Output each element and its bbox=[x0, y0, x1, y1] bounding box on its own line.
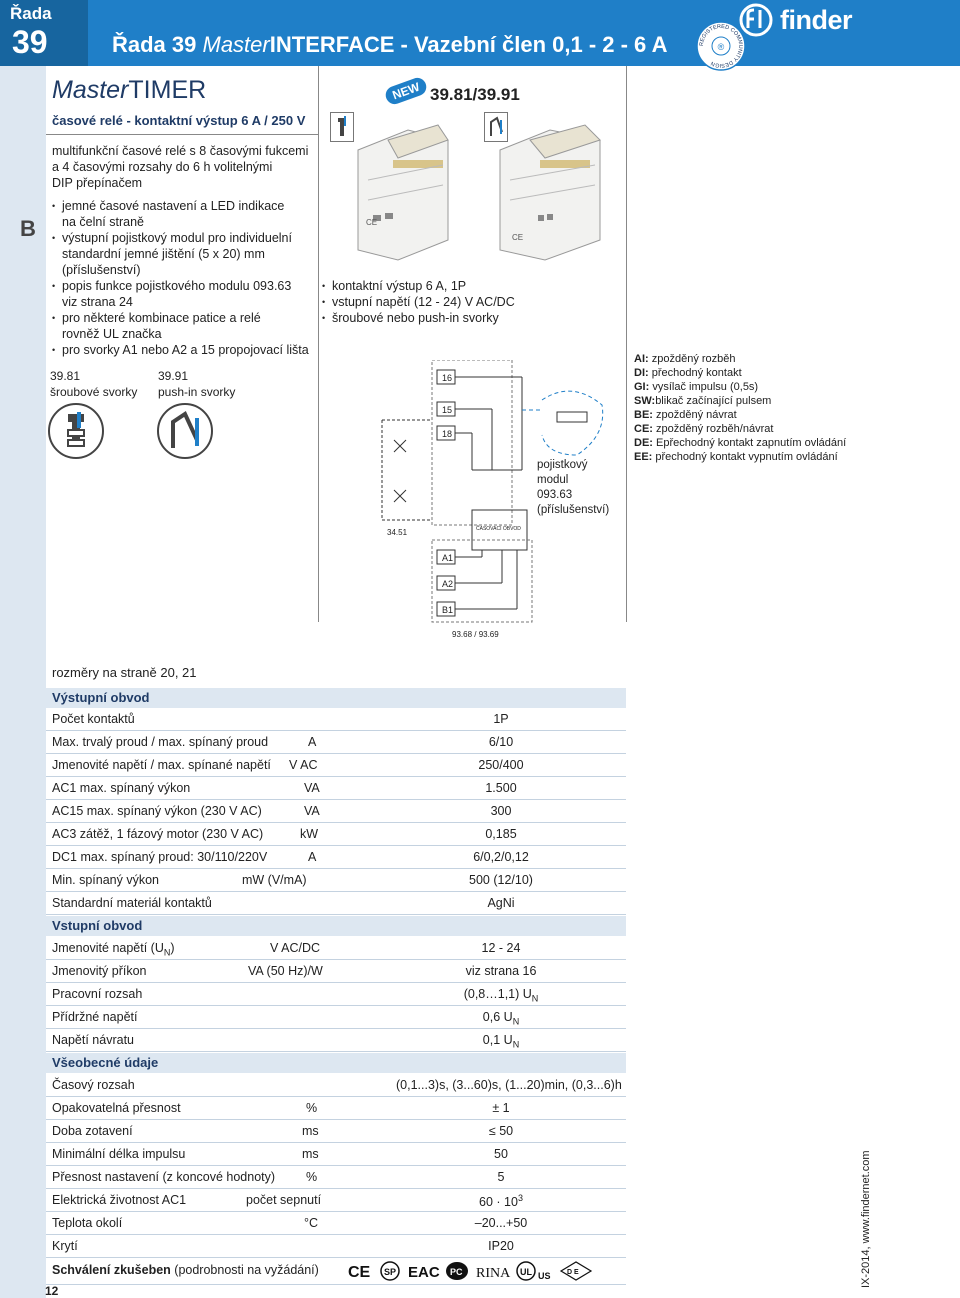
svg-text:CE: CE bbox=[366, 218, 378, 227]
legend-item bbox=[634, 352, 846, 366]
terminal-label-15: 15 bbox=[442, 405, 453, 415]
new-badge: NEW bbox=[383, 75, 429, 106]
feature-line: • pro svorky A1 nebo A2 a 15 propojovací lišta bbox=[62, 343, 309, 357]
page-number: 12 bbox=[45, 1284, 59, 1298]
description-line: a 4 časovými rozsahy do 6 h volitelnými bbox=[52, 160, 273, 174]
spec-unit: °C bbox=[304, 1216, 319, 1230]
spec-value: 250/400 bbox=[478, 758, 524, 772]
spec-row bbox=[46, 892, 626, 915]
left-strip bbox=[0, 66, 46, 1298]
spec-unit: % bbox=[306, 1170, 318, 1184]
spec-label: Jmenovité napětí / max. spínané napětí bbox=[52, 758, 271, 772]
feature-line: viz strana 24 bbox=[62, 295, 133, 309]
spec-label: Doba zotavení bbox=[52, 1124, 133, 1138]
spec-value: 6/10 bbox=[488, 735, 514, 749]
spec-row bbox=[46, 960, 626, 983]
input-circuit-header bbox=[46, 916, 626, 936]
terminal-label-a2: A2 bbox=[442, 579, 454, 589]
spec-unit: ms bbox=[302, 1124, 319, 1138]
spec-value: viz strana 16 bbox=[465, 964, 537, 978]
feature-line: (příslušenství) bbox=[62, 263, 141, 277]
spec-value: 300 bbox=[490, 804, 512, 818]
spec-value-text: (0,8…1,1) U bbox=[463, 987, 532, 1001]
legend-item bbox=[634, 450, 846, 464]
spec-label: Standardní materiál kontaktů bbox=[52, 896, 212, 910]
series-subtitle: časové relé - kontaktní výstup 6 A / 250 V bbox=[52, 113, 306, 128]
section-header-text: Všeobecné údaje bbox=[52, 1055, 159, 1070]
spec-row bbox=[46, 731, 626, 754]
model-code: 39.81/39.91 bbox=[430, 85, 520, 104]
spec-unit: V AC bbox=[289, 758, 318, 772]
legend-text: Epřechodný kontakt zapnutím ovládání bbox=[656, 437, 847, 449]
series-title-italic: Master bbox=[52, 76, 129, 104]
legend-code: DI: bbox=[634, 367, 649, 379]
feature-line: • pro některé kombinace patice a relé bbox=[62, 311, 261, 325]
variant-label: push-in svorky bbox=[158, 385, 236, 399]
output-circuit-header bbox=[46, 688, 626, 708]
legend-text: zpožděný rozběh bbox=[651, 353, 736, 365]
function-legend bbox=[634, 352, 846, 464]
ce-mark-icon: CE bbox=[348, 1264, 371, 1281]
svg-text:SP: SP bbox=[384, 1267, 397, 1277]
spec-value: 6/0,2/0,12 bbox=[473, 850, 529, 864]
section-number: 39 bbox=[12, 24, 48, 60]
model-feature: • kontaktní výstup 6 A, 1P bbox=[322, 278, 515, 294]
ul-us-text: US bbox=[538, 1271, 551, 1281]
legend-code: BE: bbox=[634, 409, 653, 421]
spec-value: 0,185 bbox=[485, 827, 517, 841]
title-prefix: Řada 39 bbox=[112, 32, 203, 57]
feature-item bbox=[52, 342, 309, 358]
spec-row bbox=[46, 823, 626, 846]
column-divider bbox=[318, 66, 319, 622]
divider bbox=[46, 134, 318, 135]
feature-item bbox=[52, 310, 309, 342]
spec-label: Teplota okolí bbox=[52, 1216, 123, 1230]
legend-item bbox=[634, 380, 846, 394]
legend-text: blikač začínající pulsem bbox=[655, 395, 772, 407]
section-letter: B bbox=[20, 216, 36, 241]
spec-value: 5 bbox=[497, 1170, 505, 1184]
legend-code: DE: bbox=[634, 437, 653, 449]
spec-value: 1.500 bbox=[485, 781, 517, 795]
approvals-label bbox=[52, 1263, 319, 1277]
product-image-pushin bbox=[490, 120, 620, 270]
spec-label: Napětí návratu bbox=[52, 1033, 134, 1047]
legend-code: EE: bbox=[634, 451, 653, 463]
legend-code: AI: bbox=[634, 353, 649, 365]
product-image-screw bbox=[348, 120, 468, 270]
section-header-text: Výstupní obvod bbox=[52, 690, 150, 705]
spec-label: Krytí bbox=[52, 1239, 78, 1253]
dimensions-note: rozměry na straně 20, 21 bbox=[52, 665, 197, 680]
spec-label: Minimální délka impulsu bbox=[52, 1147, 186, 1161]
feature-item bbox=[52, 198, 309, 230]
variant-code: 39.91 bbox=[158, 369, 189, 383]
spec-row bbox=[46, 1143, 626, 1166]
legend-item bbox=[634, 408, 846, 422]
spec-row bbox=[46, 1189, 626, 1212]
spec-label: Počet kontaktů bbox=[52, 712, 135, 726]
feature-list bbox=[52, 198, 309, 358]
terminal-label-b1: B1 bbox=[442, 605, 454, 615]
terminal-label-18: 18 bbox=[442, 429, 453, 439]
terminal-label-16: 16 bbox=[442, 373, 453, 383]
spec-value-sub: N bbox=[512, 1039, 520, 1050]
eac-mark-icon: EAC bbox=[408, 1264, 440, 1281]
spec-value: AgNi bbox=[487, 896, 515, 910]
feature-line: standardní jemné jištění (5 x 20) mm bbox=[62, 247, 265, 261]
spec-value-sub: N bbox=[531, 993, 539, 1004]
spec-label: Pracovní rozsah bbox=[52, 987, 143, 1001]
spec-unit: % bbox=[306, 1101, 318, 1115]
spec-label: Přídržné napětí bbox=[52, 1010, 138, 1024]
spec-label: Přesnost nastavení (z koncové hodnoty) bbox=[52, 1170, 276, 1184]
spec-value-text: 0,6 U bbox=[482, 1010, 513, 1024]
legend-text: přechodný kontakt vypnutím ovládání bbox=[655, 451, 838, 463]
legend-text: vysílač impulsu (0,5s) bbox=[652, 381, 759, 393]
fuse-label-line: pojistkový bbox=[537, 459, 588, 471]
spec-row bbox=[46, 754, 626, 777]
spec-value-sup: 3 bbox=[517, 1193, 523, 1203]
approvals-row bbox=[46, 1258, 626, 1285]
spec-unit: VA bbox=[304, 781, 320, 795]
spec-unit: ms bbox=[302, 1147, 319, 1161]
vde-text: D E bbox=[567, 1269, 579, 1276]
spec-row bbox=[46, 1235, 626, 1258]
feature-line: • popis funkce pojistkového modulu 093.63 bbox=[62, 279, 292, 293]
legend-text: zpožděný návrat bbox=[656, 409, 737, 421]
pushin-terminal-icon bbox=[155, 400, 215, 462]
variant-code: 39.81 bbox=[50, 369, 81, 383]
spec-row bbox=[46, 708, 626, 731]
feature-item bbox=[52, 230, 309, 278]
description bbox=[52, 143, 308, 191]
spec-row bbox=[46, 1006, 626, 1029]
legend-item bbox=[634, 422, 846, 436]
spec-label: Časový rozsah bbox=[52, 1078, 135, 1092]
base-label: 93.68 / 93.69 bbox=[452, 630, 499, 639]
spec-value-text: 0,1 U bbox=[482, 1033, 513, 1047]
legend-text: přechodný kontakt bbox=[651, 367, 742, 379]
footer-url: IX-2014, www.findernet.com bbox=[860, 1150, 872, 1288]
spec-row bbox=[46, 1074, 626, 1097]
spec-value bbox=[396, 987, 606, 1004]
model-feature-list bbox=[322, 278, 515, 326]
spec-value bbox=[396, 1033, 606, 1050]
seal-text: REGISTERED COMMUNITY DESIGN bbox=[698, 23, 744, 69]
feature-line: na čelní straně bbox=[62, 215, 144, 229]
legend-text: zpožděný rozběh/návrat bbox=[656, 423, 774, 435]
spec-unit: A bbox=[308, 850, 317, 864]
spec-value: 50 bbox=[494, 1147, 508, 1161]
section-header-text: Vstupní obvod bbox=[52, 918, 143, 933]
model-feature: • šroubové nebo push-in svorky bbox=[322, 310, 515, 326]
spec-unit: mW (V/mA) bbox=[242, 873, 307, 887]
page-title bbox=[112, 32, 667, 58]
approval-marks bbox=[346, 1260, 611, 1282]
spec-row bbox=[46, 983, 626, 1006]
legend-item bbox=[634, 366, 846, 380]
spec-label: DC1 max. spínaný proud: 30/110/220V bbox=[52, 850, 268, 864]
column-divider bbox=[626, 66, 627, 622]
legend-item bbox=[634, 394, 846, 408]
spec-label: Elektrická životnost AC1 bbox=[52, 1193, 187, 1207]
spec-unit: počet sepnutí bbox=[246, 1193, 322, 1207]
legend-code: SW: bbox=[634, 395, 656, 407]
spec-unit: V AC/DC bbox=[270, 941, 321, 955]
spec-table bbox=[46, 688, 626, 1288]
approvals-rest: (podrobnosti na vyžádání) bbox=[170, 1263, 319, 1277]
screw-terminal-icon bbox=[48, 400, 104, 462]
description-line: DIP přepínačem bbox=[52, 176, 143, 190]
variant-pushin bbox=[158, 368, 235, 400]
general-header bbox=[46, 1053, 626, 1073]
series-title-rest: TIMER bbox=[128, 76, 207, 104]
spec-label: Max. trvalý proud / max. spínaný proud bbox=[52, 735, 269, 749]
spec-value: –20...+50 bbox=[474, 1216, 528, 1230]
legend-code: CE: bbox=[634, 423, 653, 435]
feature-line: rovněž UL značka bbox=[62, 327, 162, 341]
title-italic: Master bbox=[202, 32, 270, 57]
spec-unit: VA (50 Hz)/W bbox=[248, 964, 323, 978]
logo-text: finder bbox=[780, 5, 853, 35]
series-title bbox=[52, 76, 206, 105]
spec-row bbox=[46, 1212, 626, 1235]
spec-row bbox=[46, 869, 626, 892]
spec-label: Min. spínaný výkon bbox=[52, 873, 159, 887]
spec-label: Opakovatelná přesnost bbox=[52, 1101, 181, 1115]
legend-code: GI: bbox=[634, 381, 650, 393]
svg-text:CE: CE bbox=[512, 233, 524, 242]
spec-value: 12 - 24 bbox=[481, 941, 521, 955]
spec-label bbox=[52, 941, 175, 958]
fuse-label-line: modul bbox=[537, 474, 569, 486]
spec-label-sub: N bbox=[163, 947, 171, 958]
spec-row bbox=[46, 1029, 626, 1052]
spec-unit: A bbox=[308, 735, 317, 749]
spec-row bbox=[46, 777, 626, 800]
spec-value: IP20 bbox=[488, 1239, 514, 1253]
spec-label: AC3 zátěž, 1 fázový motor (230 V AC) bbox=[52, 827, 264, 841]
approvals-bold: Schválení zkušeben bbox=[52, 1263, 171, 1277]
feature-line: • výstupní pojistkový modul pro individuelní bbox=[62, 231, 292, 245]
variant-screw bbox=[50, 368, 137, 400]
spec-row bbox=[46, 800, 626, 823]
spec-value: 1P bbox=[493, 712, 509, 726]
feature-line: • jemné časové nastavení a LED indikace bbox=[62, 199, 285, 213]
svg-text:®: ® bbox=[717, 42, 725, 52]
title-suffix: INTERFACE - Vazební člen 0,1 - 2 - 6 A bbox=[269, 32, 668, 57]
spec-row bbox=[46, 846, 626, 869]
spec-value: ± 1 bbox=[492, 1101, 510, 1115]
fuse-module-label bbox=[537, 458, 609, 518]
spec-label: AC15 max. spínaný výkon (230 V AC) bbox=[52, 804, 262, 818]
spec-label: Jmenovitý příkon bbox=[52, 964, 147, 978]
rina-mark-icon: RINA bbox=[476, 1266, 511, 1281]
spec-unit: VA bbox=[304, 804, 320, 818]
spec-value: (0,1...3)s, (3...60)s, (1...20)min, (0,3...6)h bbox=[396, 1078, 622, 1092]
spec-value: 500 (12/10) bbox=[469, 873, 533, 887]
relay-label: 34.51 bbox=[387, 528, 408, 537]
terminal-label-a1: A1 bbox=[442, 553, 454, 563]
spec-value bbox=[396, 1193, 606, 1209]
spec-label-end: ) bbox=[170, 941, 175, 955]
spec-unit: kW bbox=[300, 827, 319, 841]
spec-value: ≤ 50 bbox=[488, 1124, 514, 1138]
spec-row bbox=[46, 1120, 626, 1143]
svg-text:PC: PC bbox=[450, 1267, 463, 1277]
timer-circuit-label: ČASOVACÍ OBVOD bbox=[476, 526, 521, 532]
section-tab bbox=[0, 0, 88, 66]
svg-text:UL: UL bbox=[520, 1267, 532, 1277]
model-feature: • vstupní napětí (12 - 24) V AC/DC bbox=[322, 294, 515, 310]
variant-label: šroubové svorky bbox=[50, 385, 138, 399]
fuse-label-line: 093.63 bbox=[537, 489, 573, 501]
fuse-label-line: (příslušenství) bbox=[537, 504, 610, 516]
spec-label: AC1 max. spínaný výkon bbox=[52, 781, 191, 795]
finder-logo-icon bbox=[738, 2, 776, 38]
spec-value-text: 60 · 10 bbox=[479, 1195, 518, 1210]
spec-row bbox=[46, 1097, 626, 1120]
legend-item bbox=[634, 436, 846, 450]
section-label: Řada bbox=[10, 4, 52, 23]
feature-item bbox=[52, 278, 309, 310]
spec-row bbox=[46, 937, 626, 960]
spec-label-text: Jmenovité napětí (U bbox=[52, 941, 164, 955]
spec-value-sub: N bbox=[512, 1016, 520, 1027]
spec-value bbox=[396, 1010, 606, 1027]
description-line: multifunkční časové relé s 8 časovými fukcemi bbox=[52, 144, 309, 158]
spec-row bbox=[46, 1166, 626, 1189]
